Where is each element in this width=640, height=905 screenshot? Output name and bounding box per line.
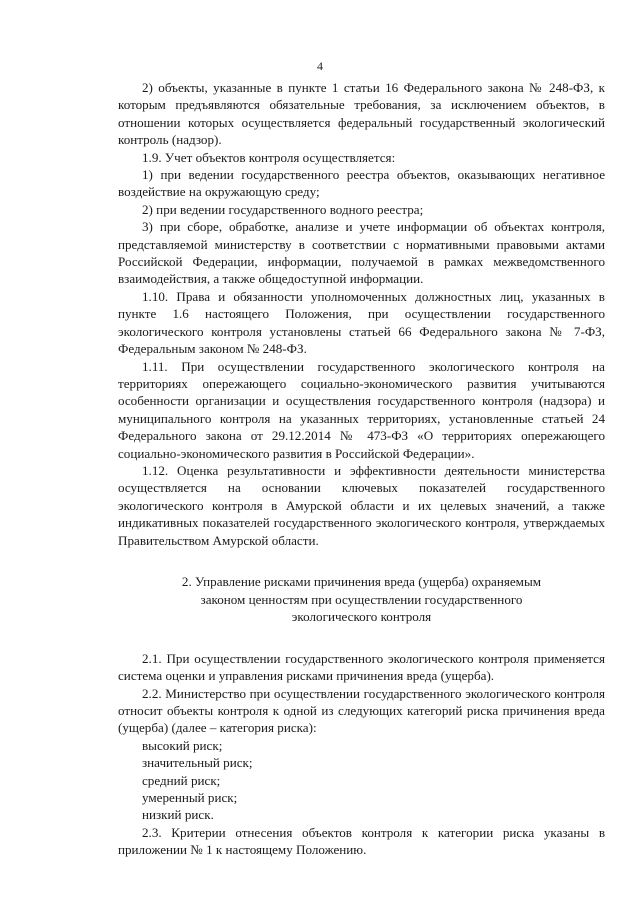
paragraph-1-11: 1.11. При осуществлении государственного экологического контроля на территориях опережающего социально-экономического развития учитываются особенности организации и осуществления государственного контроля (надзора) и муниципального контроля на указанных территориях, установленные статьей 24 Федерального закона от 29.12.2014 № 473-ФЗ «О территориях опережающего социально-экономического развития в Российской Федерации». (118, 358, 605, 461)
section-heading-line: законом ценностям при осуществлении государственного (200, 591, 523, 607)
risk-category-item: низкий риск. (142, 807, 214, 823)
paragraph-2-3: 2.3. Критерии отнесения объектов контроля к категории риска указаны в приложении № 1 к настоящему Положению. (118, 824, 605, 858)
paragraph-objects-2: 2) объекты, указанные в пункте 1 статьи 16 Федерального закона № 248-ФЗ, к которым предъявляются обязательные требования, за исключением объектов, в отношении которых осуществляется федеральный государственный экологический контроль (надзор). (118, 80, 605, 148)
page-number: 4 (317, 59, 323, 73)
list-item-1-9-1: 1) при ведении государственного реестра объектов, оказывающих негативное воздействие на окружающую среду; (118, 167, 605, 200)
risk-category-item: средний риск; (142, 772, 221, 788)
list-item-1-9-2: 2) при ведении государственного водного реестра; (142, 201, 424, 217)
document-body (118, 79, 605, 859)
section-heading-line: 2. Управление рисками причинения вреда (ущерба) охраняемым (181, 573, 542, 589)
paragraph-1-12: 1.12. Оценка результативности и эффективности деятельности министерства осуществляется на основании ключевых показателей государственного экологического контроля в Амурской области и их целевых значений, а также индикативных показателей государственного экологического контроля, утверждаемых Правительством Амурской области. (118, 462, 605, 548)
list-item-1-9-3: 3) при сборе, обработке, анализе и учете информации об объектах контроля, представляемой министерству в соответствии с нормативными правовыми актами Российской Федерации, информации, получаемой в рамках межведомственного взаимодействия, а также общедоступной информации. (118, 219, 605, 287)
risk-category-item: значительный риск; (142, 755, 253, 771)
paragraph-2-2: 2.2. Министерство при осуществлении государственного экологического контроля относит объекты контроля к одной из следующих категорий риска причинения вреда (ущерба) (далее – категория риска): (118, 685, 605, 736)
paragraph-2-1: 2.1. При осуществлении государственного экологического контроля применяется система оценки и управления рисками причинения вреда (ущерба). (118, 650, 605, 684)
section-heading-line: экологического контроля (291, 609, 432, 625)
risk-category-item: умеренный риск; (142, 790, 238, 805)
risk-category-item: высокий риск; (142, 737, 223, 753)
paragraph-1-10: 1.10. Права и обязанности уполномоченных должностных лиц, указанных в пункте 1.6 настоящего Положения, при осуществлении государственного экологического контроля установлены статьей 66 Федерального закона № 7-ФЗ, Федеральным законом № 248-ФЗ. (118, 288, 605, 357)
section-heading (118, 573, 605, 626)
paragraph-1-9: 1.9. Учет объектов контроля осуществляется: (142, 149, 396, 165)
